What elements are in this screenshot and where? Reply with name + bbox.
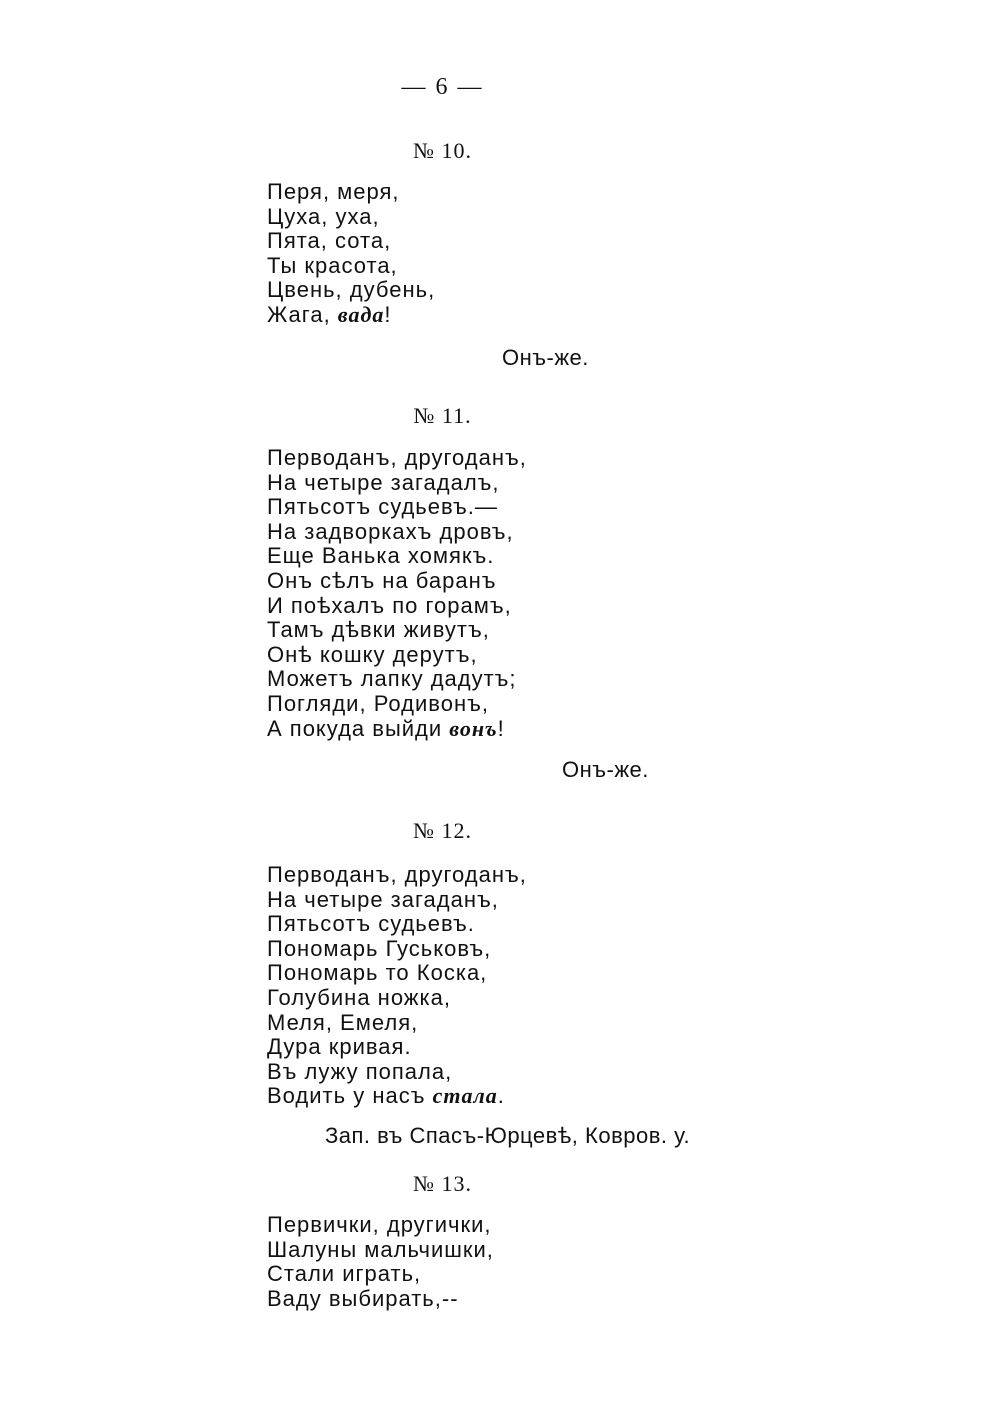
poem-line: Дура кривая.	[267, 1034, 412, 1060]
emphasized-word: стала	[432, 1083, 498, 1109]
section-number: № 12.	[413, 818, 472, 843]
emphasized-word: вада	[337, 301, 385, 327]
poem-line: Еще Ванька хомякъ.	[267, 543, 495, 569]
emphasized-word: вонъ	[449, 715, 498, 741]
poem-line: Ты красота,	[267, 252, 398, 278]
poem-line: Погляди, Родивонъ,	[267, 690, 489, 716]
poem-line: Пономарь то Коска,	[267, 960, 488, 986]
poem-line: Голубина ножка,	[267, 984, 451, 1010]
poem-line: Пономарь Гуськовъ,	[267, 935, 492, 961]
poem-text	[267, 446, 527, 741]
poem-line	[267, 717, 527, 742]
poem-line-end: !	[497, 715, 505, 741]
poem-line-start: Жага,	[267, 301, 338, 327]
poem-line: Цуха, уха,	[267, 203, 380, 229]
poem-line: На четыре загадалъ,	[267, 469, 500, 495]
poem-line: Онъ сѣлъ на баранъ	[267, 567, 497, 593]
poem-line: Перводанъ, другоданъ,	[267, 862, 527, 887]
attribution: Зап. въ Спасъ-Юрцевѣ, Ковров. у.	[325, 1123, 691, 1148]
attribution: Онъ-же.	[502, 345, 589, 370]
poem-line: Первички, другички,	[267, 1212, 492, 1237]
poem-line	[267, 303, 435, 328]
poem-line: Пятьсотъ судьевъ.	[267, 911, 475, 937]
poem-line: Онѣ кошку дерутъ,	[267, 641, 478, 667]
section-number: № 13.	[413, 1171, 472, 1196]
poem-text	[267, 863, 527, 1109]
poem-line: Цвень, дубень,	[267, 277, 436, 303]
poem-text	[267, 1213, 494, 1311]
poem-line: Въ лужу попала,	[267, 1058, 453, 1084]
poem-line: Пята, сота,	[267, 228, 392, 254]
poem-line: На четыре загаданъ,	[267, 886, 499, 912]
poem-line-end: !	[384, 301, 392, 327]
poem-line: Шалуны мальчишки,	[267, 1236, 494, 1262]
poem-line: Перводанъ, другоданъ,	[267, 445, 527, 470]
poem-line-start: Водить у насъ	[267, 1083, 433, 1109]
poem-line: Перя, меря,	[267, 179, 400, 204]
poem-line: Пятьсотъ судьевъ.—	[267, 494, 498, 520]
poem-line: Стали играть,	[267, 1261, 422, 1287]
section-number: № 10.	[413, 138, 472, 163]
poem-text	[267, 180, 435, 328]
attribution: Онъ-же.	[562, 757, 649, 782]
poem-line-start: А покуда выйди	[267, 715, 450, 741]
poem-line	[267, 1084, 527, 1109]
poem-line-end: .	[497, 1083, 505, 1109]
poem-line: Тамъ дѣвки живутъ,	[267, 617, 490, 643]
poem-line: Меля, Емеля,	[267, 1009, 419, 1035]
poem-line: Можетъ лапку дадутъ;	[267, 666, 517, 692]
page-number: — 6 —	[401, 74, 484, 100]
section-number: № 11.	[413, 403, 472, 428]
poem-line: И поѣхалъ по горамъ,	[267, 592, 512, 618]
poem-line: На задворкахъ дровъ,	[267, 518, 514, 544]
poem-line: Ваду выбирать,--	[267, 1285, 459, 1311]
